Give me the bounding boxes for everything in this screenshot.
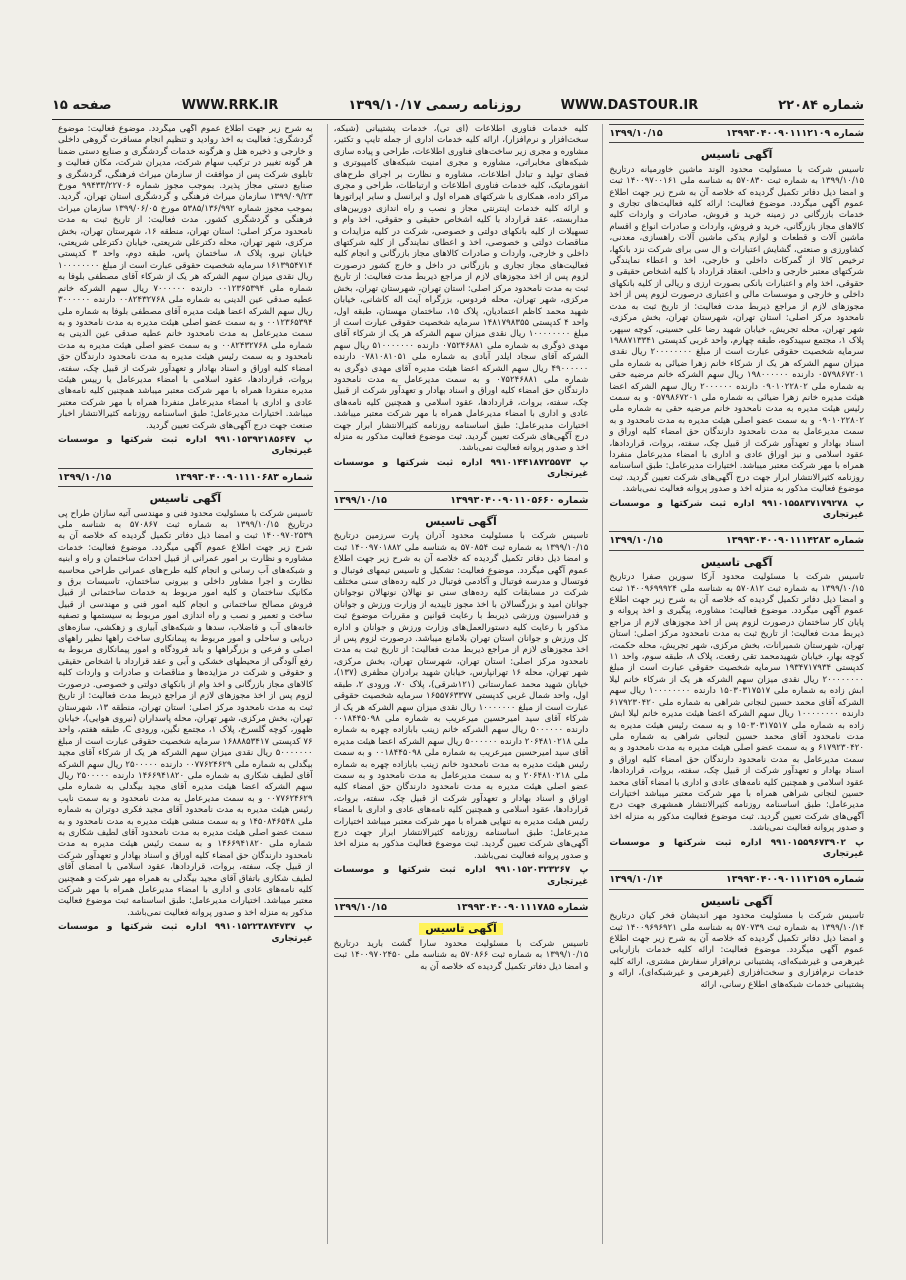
registration-date: ۱۳۹۹/۱۰/۱۵ xyxy=(609,128,663,139)
registration-number: شماره ۱۳۹۹۳۰۴۰۰۹۰۱۱۱۲۱۰۹ xyxy=(725,128,864,139)
registration-notice xyxy=(334,124,589,481)
registration-number: شماره ۱۳۹۹۳۰۴۰۰۹۰۱۱۱۰۶۸۳ xyxy=(174,471,313,483)
header-rule xyxy=(52,119,864,120)
column-middle xyxy=(327,124,589,1244)
notice-body: تاسیس شرکت با مسئولیت محدود آرکا سورین صفرا درتاریخ ۱۳۹۹/۱۰/۱۵ به شماره ثبت ۵۷۰۸۱۲ به شناسه ملی ۱۴۰۰۹۶۹۹۹۲۴ ثبت و امضا ذیل دفاتر تکمیل گردیده که خلاصه آن به شرح زیر جهت اطلاع عموم آگهی میگردد. موضوع فعالیت: مشاوره، پیگیری و اخذ پروانه و پایان کار ساختمان درصورت لزوم پس از اخذ مجوزهای لازم از مراجع ذیربط مدت فعالیت: از تاریخ ثبت به مدت نامحدود مرکز اصلی: استان تهران، شهرستان شمیرانات، بخش مرکزی، شهر تجریش، محله حکمت، کوچه بهار، خیابان شهیدمحمد تقی رفعت، پلاک ۸، طبقه سوم، واحد ۱۱ کدپستی ۱۹۳۴۷۱۷۹۳۴ سرمایه شخصیت حقوقی عبارت است از مبلغ ۲۰۰۰۰۰۰۰۰ ریال نقدی میزان سهم الشرکه هر یک از شرکاء خانم لیلا ابش زاده به شماره ملی ۱۵۰۳۰۳۱۷۵۱۷ دارنده ۱۰۰۰۰۰۰۰۰ ریال سهم الشرکه آقای محمد حسین لنجانی شراهی به شماره ملی ۶۱۷۹۲۳۰۴۲۰ دارنده ۱۰۰۰۰۰۰۰۰ ریال سهم الشرکه اعضا هیئت مدیره خانم لیلا ابش زاده به شماره ملی ۱۵۰۳۰۳۱۷۵۱۷ و به سمت رئیس هیئت مدیره به مدت نامحدود آقای محمد حسین لنجانی شراهی به شماره ملی ۶۱۷۹۲۳۰۴۲۰ و به سمت عضو اصلی هیئت مدیره به مدت نامحدود و به سمت مدیرعامل به مدت نامحدود دارندگان حق امضاء کلیه اوراق و اسناد بهادار و تعهدآور شرکت از قبیل چک، سفته، بروات، قراردادها، عقود اسلامی و همچنین کلیه نامه‌های عادی و اداری با امضاء آقای محمد حسین لنجانی شراهی همراه با مهر شرکت معتبر میباشد اختیارات مدیرعامل: طبق اساسنامه روزنامه کثیرالانتشار همشهری جهت درج آگهی‌های شرکت تعیین گردید. ثبت موضوع فعالیت مذکور به منزله اخذ و صدور پروانه فعالیت نمی‌باشد. xyxy=(609,572,864,834)
notice-columns xyxy=(52,124,864,1244)
notice-body: تاسیس شرکت با مسئولیت محدود الوند ماشین خاورمیانه درتاریخ ۱۳۹۹/۱۰/۱۵ به شماره ثبت ۵۷۰۸۳۰ به شناسه ملی ۱۴۰۰۹۷۰۰۱۶۱ ثبت و امضا ذیل دفاتر تکمیل گردیده که خلاصه آن به شرح زیر جهت اطلاع عموم آگهی میگردد. موضوع فعالیت: ارائه کلیه فعالیت‌های تجاری و خدمات بازرگانی در زمینه خرید و فروش، صادرات و واردات کلیه کالاهای مجاز بازرگانی، خرید و فروش، واردات و صادرات انواع و اقسام ماشین آلات و قطعات و لوازم یدکی ماشین آلات راهسازی، معدنی، کشاورزی و صنعتی، گشایش اعتبارات و ال سی برای شرکت نزد بانکها، ترخیص کالا از گمرکات داخلی و خارجی، اخذ و اعطاء نمایندگی شرکتهای معتبر خارجی و داخلی. انعقاد قرارداد با کلیه اشخاص حقیقی و حقوقی، اخذ وام و اعتبارات بانکی بصورت ارزی و ریالی از کلیه بانکهای داخلی و خارجی و موسسات مالی و اعتباری درصورت لزوم پس از اخذ مجوزهای لازم از مراجع ذیربط مدت فعالیت: از تاریخ ثبت به مدت نامحدود مرکز اصلی: استان تهران، شهرستان تهران، بخش مرکزی، شهر تهران، محله تجریش، خیابان شهید رضا علی حسینی، کوچه سپهر، پلاک ۱، مجتمع سپیدکوه، طبقه چهارم، واحد غربی کدپستی ۱۹۸۸۷۱۳۳۴۱ سرمایه شخصیت حقوقی عبارت است از مبلغ ۲۰۰۰۰۰۰۰۰ ریال نقدی میزان سهم الشرکه هر یک از شرکاء خانم زهرا ضیائی به شماره ملی ۰۵۷۹۸۶۷۲۰۱ دارنده ۱۹۸۰۰۰۰۰۰ ریال سهم الشرکه خانم مرضیه حقی به شماره ملی ۰۹۰۱۰۲۲۸۰۲ دارنده ۲۰۰۰۰۰۰ ریال سهم الشرکه اعضا هیئت مدیره خانم زهرا ضیائی به شماره ملی ۰۵۷۹۸۶۷۲۰۱ و به سمت رئیس هیئت مدیره به مدت نامحدود خانم مرضیه حقی به شماره ملی ۰۹۰۱۰۲۲۸۰۲ و به سمت عضو اصلی هیئت مدیره به مدت نامحدود و به سمت مدیرعامل به مدت نامحدود دارندگان حق امضاء کلیه اوراق و اسناد بهادار و تعهدآور شرکت از قبیل چک، سفته، بروات، قراردادها، عقود اسلامی و نیز اوراق عادی و اداری با امضاء مدیرعامل منفردا همراه با مهر شرکت معتبر میباشد. اختیارات مدیرعامل: طبق اساسنامه روزنامه کثیرالانتشار ابرار جهت درج آگهی‌های شرکت تعیین گردید. ثبت موضوع فعالیت مذکور به منزله اخذ و صدور پروانه فعالیت نمی‌باشد. xyxy=(609,164,864,495)
registration-notice xyxy=(58,124,313,458)
registration-notice xyxy=(609,531,864,860)
notice-footer: پ ۹۹۱۰۱۵۵۹۶۷۳۹۰۲ اداره ثبت شرکتها و موسسات غیرتجاری xyxy=(609,837,864,859)
notice-footer: پ ۹۹۱۰۱۵۵۸۳۷۱۷۹۲۷۸ اداره ثبت شرکتها و موسسات غیرتجاری xyxy=(609,498,864,520)
registration-date: ۱۳۹۹/۱۰/۱۵ xyxy=(333,494,387,506)
registration-notice xyxy=(334,491,589,888)
registration-notice xyxy=(334,898,589,973)
notice-registration-line xyxy=(609,531,864,550)
notice-body: تاسیس شرکت با مسئولیت محدود آذران پارت سرزمین درتاریخ ۱۳۹۹/۱۰/۱۵ به شماره ثبت ۵۷۰۸۵۴ به شناسه ملی ۱۴۰۰۹۷۰۱۸۸۲ ثبت و امضا ذیل دفاتر تکمیل گردیده که خلاصه آن به شرح زیر جهت اطلاع عموم آگهی میگردد. موضوع فعالیت: تشکیل و تاسیس تیمهای فوتبال و فوتسال و مدرسه فوتبال و آکادمی فوتبال در کلیه رده‌های سنی مختلف شرکت در مسابقات کلیه رده‌های سنی نو نهالان نونهالان نوجوانان جوانان امید و بزرگسالان با اخذ مجوز تاییدیه از وزارت ورزش و جوانان و فدراسیون ورزشی ذیربط با رعایت قوانین و مقررات موضوع ثبت مذکور با رعایت کلیه دستورالعمل‌های وزارت ورزش و جوانان و اداره کل ورزش و جوانان استان تهران بلامانع میباشد. درصورت لزوم پس از اخذ مجوزهای لازم از مراجع ذیربط مدت فعالیت: از تاریخ ثبت به مدت نامحدود مرکز اصلی: استان تهران، شهرستان تهران، بخش مرکزی، شهر تهران، محله ۱۶ تهرانپارس، خیابان شهید برادران مظفری (۱۳۷)، خیابان شهید محمد عمارستانی (۱۲۱شرقی)، پلاک ۷۰، ورودی ۲، طبقه اول، واحد شمال غربی کدپستی ۱۶۵۵۷۶۳۳۷۷ سرمایه شخصیت حقوقی عبارت است از مبلغ ۱۰۰۰۰۰۰۰ ریال نقدی میزان سهم الشرکه هر یک از شرکاء آقای سید امیرحسین میرعریب به شماره ملی ۰۰۱۸۴۴۵۰۹۸ دارنده ۵۰۰۰۰۰۰ ریال سهم الشرکه خانم زینب بابازاده چهره به شماره ملی ۲۰۶۴۸۱۰۲۱۸ دارنده ۵۰۰۰۰۰۰ ریال سهم الشرکه اعضا هیئت مدیره آقای سید امیرحسین میرعریب به شماره ملی ۰۰۱۸۴۴۵۰۹۸ و به سمت رئیس هیئت مدیره به مدت نامحدود خانم زینب بابازاده چهره به شماره ملی ۲۰۶۴۸۱۰۲۱۸ و به سمت مدیرعامل به مدت نامحدود و به سمت عضو اصلی هیئت مدیره به مدت نامحدود دارندگان حق امضاء کلیه اوراق و اسناد بهادار و تعهدآور شرکت از قبیل چک، سفته، بروات، قراردادها، عقود اسلامی و همچنین کلیه نامه‌های عادی و اداری با امضاء رئیس هیئت مدیره به تنهایی همراه با مهر شرکت معتبر میباشد اختیارات مدیرعامل: طبق اساسنامه روزنامه کثیرالانتشار ابرار جهت درج آگهی‌های شرکت تعیین گردید. ثبت موضوع فعالیت مذکور به منزله اخذ و صدور پروانه فعالیت نمی‌باشد. xyxy=(333,531,589,861)
registration-notice xyxy=(609,124,864,521)
registration-number: شماره ۱۳۹۹۳۰۴۰۰۹۰۱۱۰۵۶۶۰ xyxy=(450,494,589,506)
notice-registration-line xyxy=(609,870,864,889)
registration-notice xyxy=(609,870,864,991)
site-right: WWW.DASTOUR.IR xyxy=(560,97,699,113)
notice-registration-line xyxy=(58,468,313,487)
notice-title: آگهی تاسیس xyxy=(700,148,773,162)
issue-number: شماره ۲۲۰۸۴ xyxy=(778,97,864,113)
notice-body: تاسیس شرکت با مسئولیت محدود مهر اندیشان فخر کیان درتاریخ ۱۳۹۹/۱۰/۱۴ به شماره ثبت ۵۷۰۷۳۹ به شناسه ملی ۱۴۰۰۹۶۹۶۹۲۱ ثبت و امضا ذیل دفاتر تکمیل گردیده که خلاصه آن به شرح زیر جهت اطلاع عموم آگهی میگردد. موضوع فعالیت: ارائه کلیه خدمات بازاریابی غیرهرمی و غیرشبکه‌ای، پشتیبانی نرم‌افزار سفارش مشتری، ارائه کلیه خدمات نرم‌افزاری و سخت‌افزاری (غیرهرمی و غیرشبکه‌ای)، ارائه و پشتیبانی خدمات شبکه‌های اطلاع رسانی، ارائه xyxy=(609,911,864,990)
registration-date: ۱۳۹۹/۱۰/۱۴ xyxy=(609,874,663,886)
notice-title: آگهی تاسیس xyxy=(419,923,503,934)
registration-number: شماره ۱۳۹۹۳۰۴۰۰۹۰۱۱۱۴۲۸۳ xyxy=(725,535,864,547)
page-header xyxy=(52,94,864,116)
page-number: صفحه ۱۵ xyxy=(52,97,112,113)
registration-notice xyxy=(58,468,313,945)
notice-body: کلیه خدمات فناوری اطلاعات (آی تی)، خدمات پشتیبانی (شبکه، سخت‌افزار و نرم‌افزار)، ارائه کلیه خدمات اداری از جمله تایپ و تکثیر، مشاوره و مجری زیر ساخت‌های فناوری اطلاعات، طراحی و پیاده سازی شبکه‌های مخابراتی، مشاوره و مجری امنیت شبکه‌های کامپیوتری و فضای تولید و تبادل اطلاعات، مشاوره و نظارت بر اجرای طرح‌های انفورماتیک، کلیه خدمات فناوری اطلاعات و ارتباطات، طراحی و مجری مراکز داده، همکاری با شرکتهای همراه اول و ایرانسل و سایر اپراتورها و ارائه کلیه خدمات اینترنتی مجاز و نصب و راه اندازی دوربین‌های مداربسته، عقد قرارداد با کلیه اشخاص حقیقی و حقوقی، اخذ وام و تسهیلات از کلیه بانکهای دولتی و خصوصی، شرکت در کلیه مزایدات و مناقصات دولتی و خصوصی، اخذ و اعطای نمایندگی از کلیه شرکتهای داخلی و خارجی، واردات و صادرات کالاهای مجاز بازرگانی و انجام کلیه فعالیت‌های مجاز تجاری و بازرگانی در داخل و خارج کشور درصورت لزوم پس از اخذ مجوزهای لازم از مراجع ذیربط مدت فعالیت: از تاریخ ثبت به مدت نامحدود مرکز اصلی: استان تهران، شهرستان تهران، بخش مرکزی، شهر تهران، محله فردوس، بزرگراه آیت اله کاشانی، خیابان شهید محمد کاظم اعتمادیان، پلاک ۱۵، ساختمان مهستان، طبقه اول، واحد ۴ کدپستی ۱۴۸۱۷۹۸۳۵۵ سرمایه شخصیت حقوقی عبارت است از مبلغ ۱۰۰۰۰۰۰۰۰ ریال نقدی میزان سهم الشرکه هر یک از شرکاء آقای مهدی ذوگری به شماره ملی ۰۷۵۲۴۶۸۸۱ دارنده ۵۱۰۰۰۰۰۰۰ ریال سهم الشرکه آقای سجاد ایلدر آبادی به شماره ملی ۰۷۸۱۰۸۱۰۵۱ دارنده ۴۹۰۰۰۰۰۰ ریال سهم الشرکه اعضا هیئت مدیره آقای مهدی ذوگری به شماره ملی ۰۷۵۲۴۶۸۸۱ و به سمت مدیرعامل به مدت نامحدود دارندگان حق امضاء کلیه اوراق و اسناد بهادار و تعهدآور شرکت از قبیل چک، سفته، بروات، قراردادها، عقود اسلامی و همچنین کلیه نامه‌های عادی و اداری با امضاء مدیرعامل همراه با مهر شرکت معتبر میباشد. اختیارات مدیرعامل: طبق اساسنامه روزنامه کثیرالانتشار ابرار جهت درج آگهی‌های شرکت تعیین گردید. ثبت موضوع فعالیت مذکور به منزله اخذ و صدور پروانه فعالیت نمی‌باشد. xyxy=(333,124,589,454)
column-left xyxy=(52,124,313,1244)
notice-title: آگهی تاسیس xyxy=(700,555,773,569)
site-left: WWW.RRK.IR xyxy=(181,97,279,113)
notice-title: آگهی تاسیس xyxy=(425,515,497,528)
registration-number: شماره ۱۳۹۹۳۰۴۰۰۹۰۱۱۱۷۸۵ xyxy=(456,902,589,913)
notice-footer: پ ۹۹۱۰۱۴۴۱۸۷۲۵۵۷۳ اداره ثبت شرکتها و موسسات غیرتجاری xyxy=(333,457,589,480)
notice-body: به شرح زیر جهت اطلاع عموم آگهی میگردد. موضوع فعالیت: موضوع گردشگری: فعالیت به اخذ روادید و تنظیم انجام مسافرت گروهی داخلی و خارجی و ذخیره هتل و هرگونه خدمات گردشگری و صنایع دستی ضمنا هر گونه تغییر در ترکیب سهام شرکت، مدیران شرکت، مکان فعالیت و تابلوی شرکت پس از موافقت از سازمان میراث فرهنگی، گردشگری و صنایع دستی مجاز پذیرد. بموجب مجوز شماره ۹۹۴۳۳/۲۲۷۰۶ مورخ ۱۳۹۹/۰۹/۲۳ سازمان میراث فرهنگی و گردشگری استان تهران، گردید. بموجب مجوز شماره ۵۳۸۵/۱۳۶/۹۹۲ مورخ ۱۳۹۹/۰۶/۰۵ سازمان میراث فرهنگی و گردشگری کشور. مدت فعالیت: از تاریخ ثبت به مدت نامحدود مرکز اصلی: استان تهران، منطقه ۱۶، شهرستان تهران، بخش مرکزی، شهر تهران، محله دکترعلی شریعتی، خیابان دکترعلی شریعتی، خیابان نیرو، پلاک ۸، ساختمان پاس، طبقه دوم، واحد ۳ کدپستی ۱۶۱۳۹۵۴۷۱۴ سرمایه شخصیت حقوقی عبارت است از مبلغ ۱۰۰۰۰۰۰۰۰ ریال نقدی میزان سهم الشرکه هر یک از شرکاء آقای مصطفی بلوفا به شماره ملی ۰۰۱۲۳۶۵۳۹۴ دارنده ۷۰۰۰۰۰۰ ریال سهم الشرکه خانم عطیه صدقی عین الدینی به شماره ملی ۰۰۸۲۴۳۲۷۶۸ دارنده ۳۰۰۰۰۰۰ ریال سهم الشرکه اعضا هیئت مدیره آقای مصطفی بلوفا به شماره ملی ۰۰۱۲۳۶۵۳۹۴ و به سمت عضو اصلی هیئت مدیره به مدت نامحدود و به سمت مدیرعامل به مدت نامحدود خانم عطیه صدقی عین الدینی به شماره ملی ۰۰۸۲۴۳۲۷۶۸ و به سمت عضو اصلی هیئت مدیره به مدت نامحدود و به سمت رئیس هیئت مدیره به مدت نامحدود دارندگان حق امضاء کلیه اوراق و اسناد بهادار و تعهدآور شرکت از قبیل چک، سفته، بروات، قراردادها، عقود اسلامی با امضاء مدیرعامل یا رییس هیئت مدیره منفردا همراه با مهر شرکت معتبر میباشد همچنین کلیه نامه‌های عادی و اداری با امضاء مدیرعامل منفردا همراه با مهر شرکت معتبر میباشد. اختیارات مدیرعامل: طبق اساسنامه روزنامه کثیرالانتشار اخبار صنعت جهت درج آگهی‌های شرکت تعیین گردید. xyxy=(57,124,313,431)
notice-title: آگهی تاسیس xyxy=(700,894,773,908)
column-right xyxy=(602,124,864,1244)
notice-registration-line xyxy=(609,124,864,143)
registration-date: ۱۳۹۹/۱۰/۱۵ xyxy=(609,535,663,547)
notice-title: آگهی تاسیس xyxy=(149,492,222,506)
notice-footer: پ ۹۹۱۰۱۵۲۲۳۸۷۴۷۳۷ اداره ثبت شرکتها و موسسات غیرتجاری xyxy=(57,922,313,944)
notice-footer: پ ۹۹۱۰۱۵۳۹۲۱۸۵۶۴۷ اداره ثبت شرکتها و موسسات غیرتجاری xyxy=(57,434,313,457)
registration-date: ۱۳۹۹/۱۰/۱۵ xyxy=(57,471,112,483)
notice-registration-line xyxy=(334,491,589,510)
newspaper-title: روزنامه رسمی ۱۳۹۹/۱۰/۱۷ xyxy=(348,97,522,113)
notice-body: تاسیس شرکت با مسئولیت محدود سارا گشت بارید درتاریخ ۱۳۹۹/۱۰/۱۵ به شماره ثبت ۵۷۰۸۶۶ به شناسه ملی ۱۴۰۰۹۷۰۲۴۵۰ ثبت و امضا ذیل دفاتر تکمیل گردیده که خلاصه آن به xyxy=(333,938,589,972)
notice-body: تاسیس شرکت با مسئولیت محدود فنی و مهندسی آتیه سازان طراح پی درتاریخ ۱۳۹۹/۱۰/۱۵ به شماره ثبت ۵۷۰۸۶۷ به شناسه ملی ۱۴۰۰۹۷۰۲۵۳۹ ثبت و امضا ذیل دفاتر تکمیل گردیده که خلاصه آن به شرح زیر جهت اطلاع عموم آگهی میگردد. موضوع فعالیت: خدمات مشاوره و نظارت بر امور عمرانی از قبیل احداث ساختمان و راه و ابنیه و شبکه‌های آب رسانی و انجام کلیه طرح‌های عمرانی طراحی محاسبه نظارت و اجرا مشاور داخلی و بیرونی ساختمان، تاسیسات برق و مکانیک ساختمان و کلیه امور مربوط به خدمات ساختمانی از قبیل فروش مصالح ساختمانی و انجام کلیه امور فنی و مهندسی از قبیل ساخت و تعمیر و نصب و راه اندازی امور مربوط به سیستمها و تصفیه خانه‌های آب و فاضلاب، سدها و شبکه‌های آبیاری و زهکشی، سازه‌های دریایی و ساحلی و امور مربوط به پیمانکاری ساخت راهها نظیر راههای اصلی و فرعی و بزرگراهها و باند فرودگاه و امور پیمانکاری مربوط به رفع آلودگی از محیطهای خشکی و آبی و عقد قرارداد با اشخاص حقیقی و حقوقی و شرکت در مزایده‌ها و مناقصات و صادرات و واردات کلیه کالاهای مجاز بازرگانی و اخذ وام از بانکهای دولتی و خصوصی. درصورت لزوم پس از اخذ مجوزهای لازم از مراجع ذیربط مدت فعالیت: از تاریخ ثبت به مدت نامحدود مرکز اصلی: استان تهران، منطقه ۱۳، شهرستان تهران، بخش مرکزی، شهر تهران، محله پاسداران (نیروی هوایی)، خیابان ظهور، کوچه گلسرخ، پلاک ۱، مجتمع نگین، ورودی C، طبقه هفتم، واحد ۷۶ کدپستی ۱۶۸۸۸۵۳۴۱۷ سرمایه شخصیت حقوقی عبارت است از مبلغ ۵۰۰۰۰۰۰۰ ریال نقدی میزان سهم الشرکه هر یک از شرکاء آقای مجید بیگدلی به شماره ملی ۰۰۷۷۶۲۴۶۲۹ دارنده ۲۵۰۰۰۰۰ ریال سهم الشرکه آقای لطیف شکاری به شماره ملی ۱۴۶۶۹۴۱۸۲۰ دارنده ۲۵۰۰۰۰۰ ریال سهم الشرکه اعضا هیئت مدیره آقای مجید بیگدلی به شماره ملی ۰۰۷۷۶۲۴۶۲۹ و به سمت مدیرعامل به مدت نامحدود و به سمت نایب رئیس هیئت مدیره به مدت نامحدود آقای مجید فکری دوتران به شماره ملی ۱۴۵۰۸۴۶۵۴۸ و به سمت منشی هیئت مدیره به مدت نامحدود و به سمت عضو اصلی هیئت مدیره به مدت نامحدود آقای لطیف شکاری به شماره ملی ۱۴۶۶۹۴۱۸۲۰ و به سمت رئیس هیئت مدیره به مدت نامحدود دارندگان حق امضاء کلیه اوراق و اسناد بهادار و تعهدآور شرکت از قبیل چک، سفته، بروات، قراردادها، عقود اسلامی با امضای آقای لطیف شکاری باتفاق آقای مجید بیگدلی به همراه مهر شرکت و همچنین کلیه نامه‌های عادی و اداری با امضاء مدیرعامل همراه با مهر شرکت معتبر میباشد. اختیارات مدیرعامل: طبق اساسنامه ثبت موضوع فعالیت مذکور به منزله اخذ و صدور پروانه فعالیت نمی‌باشد. xyxy=(57,508,313,918)
registration-number: شماره ۱۳۹۹۳۰۴۰۰۹۰۱۱۱۳۱۵۹ xyxy=(725,874,864,886)
registration-date: ۱۳۹۹/۱۰/۱۵ xyxy=(333,902,387,913)
notice-registration-line xyxy=(334,898,589,917)
notice-footer: پ ۹۹۱۰۱۵۲۰۳۲۳۲۶۷ اداره ثبت شرکتها و موسسات غیرتجاری xyxy=(333,865,589,887)
